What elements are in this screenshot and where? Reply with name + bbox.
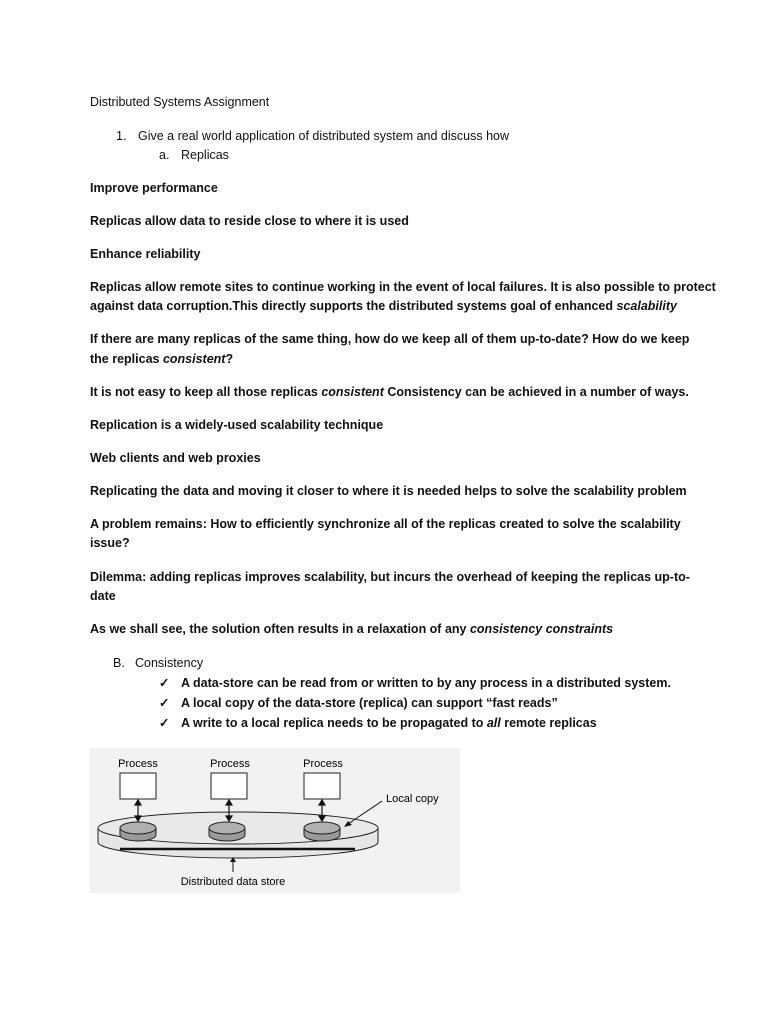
question-number: 1. xyxy=(116,129,127,143)
emphasis-scalability: scalability xyxy=(616,299,677,313)
distributed-data-store-diagram xyxy=(90,748,460,893)
subquestion-letter: a. xyxy=(159,148,170,162)
checkmark-icon: ✓ xyxy=(159,676,170,690)
emphasis-consistent: consistent xyxy=(321,385,384,399)
checklist-item xyxy=(159,714,597,732)
paragraph-many-replicas-line-2 xyxy=(90,350,233,368)
text-segment: remote replicas xyxy=(500,716,597,730)
replica-disk-3 xyxy=(304,822,340,841)
replica-disk-2 xyxy=(209,822,245,841)
section-title: Consistency xyxy=(135,656,204,670)
text-segment: It is not easy to keep all those replicas xyxy=(90,385,322,399)
text-segment: the replicas xyxy=(90,352,163,366)
paragraph-many-replicas-line-1: If there are many replicas of the same thing, how do we keep all of them up-to-date? How do we keep xyxy=(90,332,690,346)
process-label-3: Process xyxy=(303,758,343,770)
checklist-text: A data-store can be read from or written to by any process in a distributed system. xyxy=(181,676,671,690)
paragraph-reliability-line-1: Replicas allow remote sites to continue working in the event of local failures. It is also possible to protect xyxy=(90,280,716,294)
paragraph-web-clients: Web clients and web proxies xyxy=(90,451,261,465)
emphasis-all: all xyxy=(486,716,501,730)
text-segment: A write to a local replica needs to be propagated to xyxy=(181,716,487,730)
paragraph-replicas-close: Replicas allow data to reside close to where it is used xyxy=(90,214,409,228)
paragraph-dilemma-line-1: Dilemma: adding replicas improves scalability, but incurs the overhead of keeping the replicas up-to- xyxy=(90,570,690,584)
paragraph-not-easy xyxy=(90,383,689,401)
text-segment: Consistency can be achieved in a number of ways. xyxy=(383,385,689,399)
paragraph-replication-technique: Replication is a widely-used scalability technique xyxy=(90,418,384,432)
paragraph-problem-line-2: issue? xyxy=(90,536,130,550)
checklist-item xyxy=(159,694,558,712)
data-store-label: Distributed data store xyxy=(180,876,286,888)
heading-improve-performance: Improve performance xyxy=(90,181,218,195)
emphasis-consistent: consistent xyxy=(162,352,226,366)
paragraph-problem-line-1: A problem remains: How to efficiently synchronize all of the replicas created to solve the scalability xyxy=(90,517,681,531)
checklist-text: A local copy of the data-store (replica) can support “fast reads” xyxy=(181,696,558,710)
checklist-item xyxy=(159,674,671,692)
text-segment: against data corruption.This directly supports the distributed systems goal of enhanced xyxy=(90,299,617,313)
process-box-1 xyxy=(120,773,156,799)
replica-disk-1 xyxy=(120,822,156,841)
paragraph-replicating-data: Replicating the data and moving it closer to where it is needed helps to solve the scalability problem xyxy=(90,484,687,498)
paragraph-dilemma-line-2: date xyxy=(90,589,116,603)
process-box-3 xyxy=(304,773,340,799)
question-1 xyxy=(116,127,509,145)
question-text: Give a real world application of distributed system and discuss how xyxy=(138,129,510,143)
process-label-1: Process xyxy=(118,758,158,770)
text-segment: As we shall see, the solution often results in a relaxation of any xyxy=(90,622,470,636)
checkmark-icon: ✓ xyxy=(159,696,170,710)
checkmark-icon: ✓ xyxy=(159,716,170,730)
paragraph-reliability-line-2 xyxy=(90,297,677,315)
paragraph-shall-see xyxy=(90,620,613,638)
heading-enhance-reliability: Enhance reliability xyxy=(90,247,201,261)
question-1a xyxy=(159,146,229,164)
process-label-2: Process xyxy=(210,758,250,770)
emphasis-consistency-constraints: consistency constraints xyxy=(469,622,614,636)
section-b-heading xyxy=(113,654,203,672)
process-box-2 xyxy=(211,773,247,799)
checklist-text xyxy=(181,716,597,730)
text-segment: ? xyxy=(225,352,234,366)
document-title: Distributed Systems Assignment xyxy=(90,95,270,109)
subquestion-text: Replicas xyxy=(181,148,229,162)
local-copy-label: Local copy xyxy=(386,793,439,805)
section-letter: B. xyxy=(113,656,125,670)
